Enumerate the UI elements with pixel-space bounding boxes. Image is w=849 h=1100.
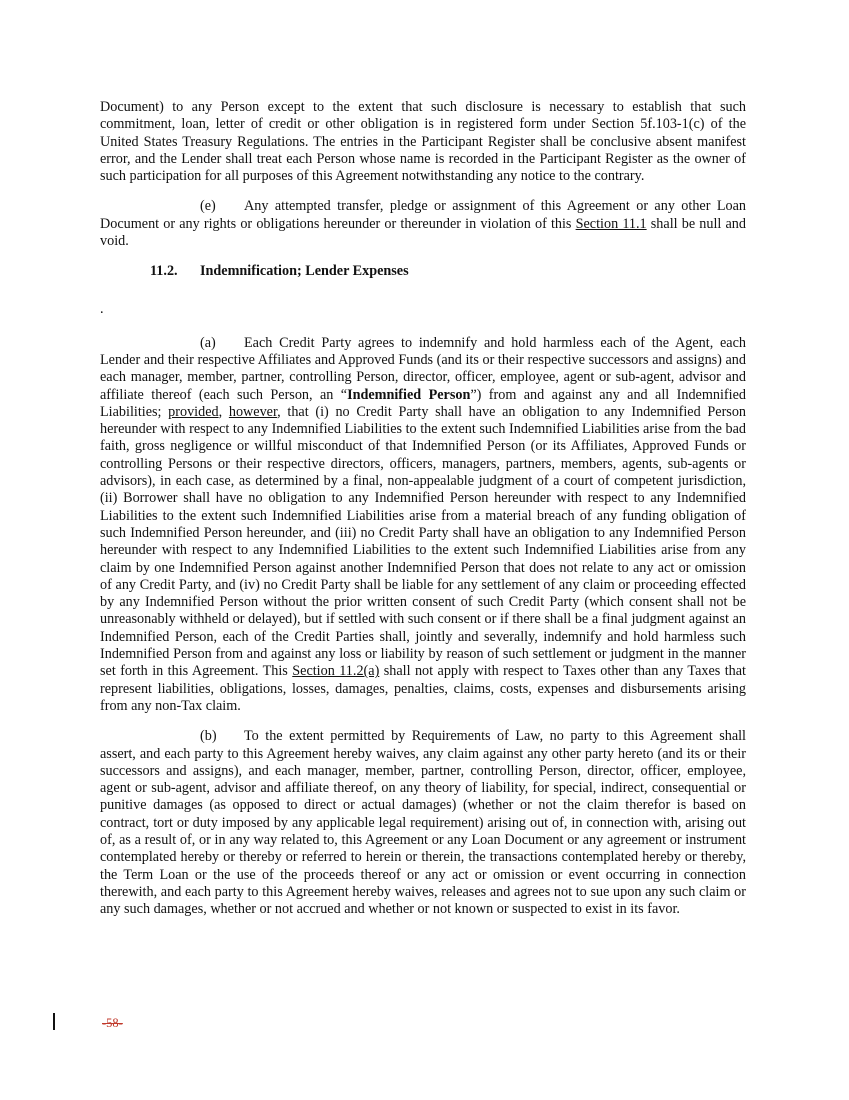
page-number: -58- bbox=[102, 1016, 123, 1030]
paragraph-e: (e) Any attempted transfer, pledge or assignment of this Agreement or any other Loan Document or any rights or obligations hereunder or thereunder in violation of this Section 11.1 shall be null and void. bbox=[100, 198, 746, 250]
change-bar bbox=[53, 1013, 55, 1030]
stray-dot: . bbox=[100, 300, 104, 317]
section-11-1-reference: Section 11.1 bbox=[575, 215, 647, 232]
document-page bbox=[100, 99, 746, 918]
paragraph-intro: Document) to any Person except to the extent that such disclosure is necessary to establish that such commitment, loan, letter of credit or other obligation is in registered form under Section 5f.103-1(c) of the United States Treasury Regulations. The entries in the Participant Register shall be conclusive absent manifest error, and the Lender shall treat each Person whose name is recorded in the Participant Register as the owner of such participation for all purposes of this Agreement notwithstanding any notice to the contrary. bbox=[100, 99, 746, 185]
paragraph-a: (a) Each Credit Party agrees to indemnify and hold harmless each of the Agent, each Lender and their respective Affiliates and Approved Funds (and its or their respective successors and assigns) and each manager, member, partner, controlling Person, director, officer, employee, agent or sub-agent, advisor and affiliate thereof (each such Person, an “Indemnified Person”) from and against any and all Indemnified Liabilities; provided, however, that (i) no Credit Party shall have an obligation to any Indemnified Person hereunder with respect to any Indemnified Liabilities to the extent such Indemnified Liabilities arise from the bad faith, gross negligence or willful misconduct of that Indemnified Person (or its Affiliates, Approved Funds or controlling Persons or their respective directors, officers, managers, partners, members, agents, sub-agents or advisors), in each case, as determined by a final, non-appealable judgment of a court of competent jurisdiction, (ii) Borrower shall have no obligation to any Indemnified Person hereunder with respect to any Indemnified Liabilities to the extent such Indemnified Liabilities arise from a material breach of any funding obligation of such Indemnified Person hereunder, and (iii) no Credit Party shall have an obligation to any Indemnified Person hereunder with respect to any Indemnified Liabilities to the extent such Indemnified Liabilities arise from any claim by one Indemnified Person against another Indemnified Person that does not relate to any act or omission of any Credit Party, and (iv) no Credit Party shall be liable for any settlement of any claim or proceeding effected by any Indemnified Person without the prior written consent of such Credit Party (which consent shall not be unreasonably withheld or delayed), but if settled with such consent or if there shall be a final judgment against an Indemnified Person, each of the Credit Parties shall, jointly and severally, indemnify and hold harmless such Indemnified Person from and against any loss or liability by reason of such settlement or judgment in the manner set forth in this Agreement. This Section 11.2(a) shall not apply with respect to Taxes other than any Taxes that represent liabilities, obligations, losses, damages, penalties, claims, costs, expenses and disbursements arising from any non-Tax claim. bbox=[100, 334, 747, 714]
paragraph-b: (b) To the extent permitted by Requirements of Law, no party to this Agreement shall assert, and each party to this Agreement hereby waives, any claim against any other party hereto (and its or their successors and assigns), and each manager, member, partner, controlling Person, director, officer, employee, agent or sub-agent, advisor and affiliate thereof, on any theory of liability, for special, indirect, consequential or punitive damages (as opposed to direct or actual damages) (whether or not the claim therefor is based on contract, tort or duty imposed by any applicable legal requirement) arising out of, in connection with, arising out of, as a result of, or in any way related to, this Agreement or any Loan Document or any agreement or instrument contemplated hereby or thereby or referred to herein or therein, the transactions contemplated hereby or thereby, the Term Loan or the use of the proceeds thereof or any act or omission or event occurring in connection therewith, and each party to this Agreement hereby waives, releases and agrees not to sue upon any such claim or any such damages, whether or not accrued and whether or not known or suspected to exist in its favor. bbox=[100, 728, 746, 918]
defined-term-indemnified-person: Indemnified Person bbox=[347, 386, 471, 403]
section-title: Indemnification; Lender Expenses bbox=[200, 263, 409, 280]
paragraph-b-label: (b) bbox=[200, 728, 217, 745]
section-number: 11.2. bbox=[150, 263, 178, 280]
provided-term: provided bbox=[168, 403, 219, 420]
paragraph-a-label: (a) bbox=[200, 334, 216, 351]
section-11-2a-reference: Section 11.2(a) bbox=[292, 663, 380, 680]
section-heading bbox=[100, 263, 746, 280]
however-term: however bbox=[228, 403, 278, 420]
paragraph-e-label: (e) bbox=[200, 198, 216, 215]
